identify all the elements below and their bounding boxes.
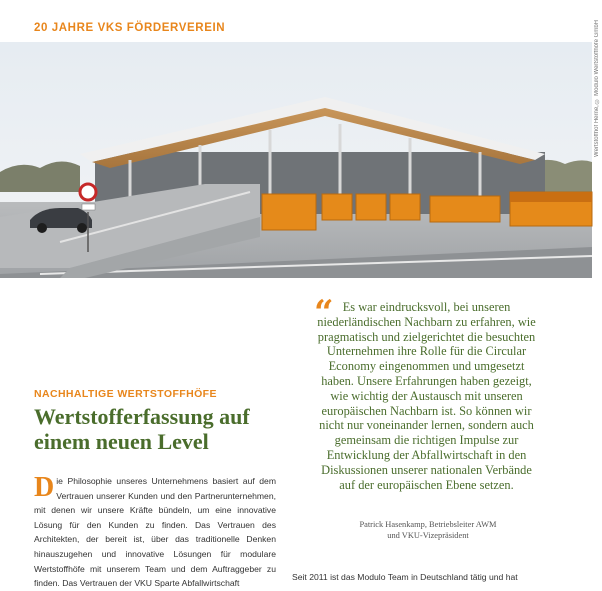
recycling-center-photo [0, 42, 592, 278]
attribution-line-2: und VKU-Vizepräsident [387, 531, 469, 540]
quote-text: Es war eindrucksvoll, bei unseren niederländischen Nachbarn zu erfahren, wie pragmatisch und zielgerichtet die besuchten Unternehmen ihre Rolle für die Circular Economy eingenommen und umgesetzt haben. Unsere Erfahrungen haben gezeigt, wie wichtig der Austausch mit unseren europäischen Nachbarn ist. So können wir nicht nur voneinander lernen, sondern auch gemeinsam die richtigen Impulse zur Entwicklung der Abfallwirtschaft in den Diskussionen unserer nationalen Verbände auf der europäischen Ebene setzen. [317, 300, 536, 492]
article-body-column-right: Seit 2011 ist das Modulo Team in Deutschland tätig und hat [292, 572, 518, 582]
section-tag: 20 JAHRE VKS FÖRDERVEREIN [34, 22, 226, 34]
article-headline: Wertstofferfassung auf einem neuen Level [34, 404, 250, 454]
pull-quote [292, 280, 540, 550]
photo-credit: Wertstoffhof Herne, © Modulo Wertstoffhöfe GmbH [594, 20, 600, 157]
article-body-column-left [34, 474, 276, 591]
quote-attribution [308, 519, 548, 541]
drop-cap: D [34, 472, 55, 503]
article-kicker: NACHHALTIGE WERTSTOFFHÖFE [34, 388, 217, 400]
attribution-line-1: Patrick Hasenkamp, Betriebsleiter AWM [359, 520, 497, 529]
quote-mark-icon: “ [314, 293, 334, 333]
article-body-text: ie Philosophie unseres Unternehmens basiert auf dem Vertrauen unserer Kunden und den Partnerunternehmen, mit denen wir unsere Kräfte bündeln, um eine innovative Lösung für den Kunden zu finden. Das Vertrauen des Architekten, der bereit ist, über das traditionelle Denken hinauszugehen und innovative Lösungen für modulare Wertstoffhöfe mit unserem Team und dem Auftraggeber zu finden. Das Vertrauen der VKU Sparte Abfallwirtschaft [34, 476, 276, 589]
